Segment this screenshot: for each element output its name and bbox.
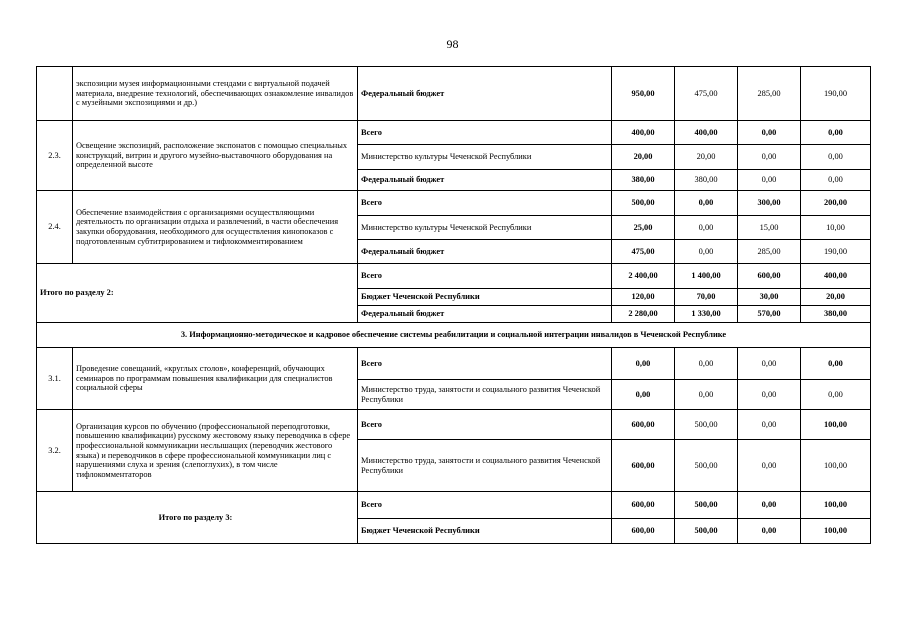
value-year-2: 0,00 xyxy=(738,380,801,410)
value-year-3: 20,00 xyxy=(801,289,871,306)
value-year-2: 0,00 xyxy=(738,348,801,380)
value-year-1: 1 400,00 xyxy=(675,264,738,289)
section-header-row xyxy=(37,323,871,348)
page-number: 98 xyxy=(446,37,459,51)
table-row xyxy=(37,348,871,380)
value-year-1: 0,00 xyxy=(675,348,738,380)
funding-source: Министерство культуры Чеченской Республики xyxy=(358,145,612,170)
value-year-3: 100,00 xyxy=(801,519,871,544)
value-year-2: 0,00 xyxy=(738,145,801,170)
value-year-1: 380,00 xyxy=(675,170,738,191)
row-number: 2.4. xyxy=(37,191,73,264)
table-row xyxy=(37,67,871,121)
value-year-2: 600,00 xyxy=(738,264,801,289)
value-year-1: 400,00 xyxy=(675,121,738,145)
value-total: 120,00 xyxy=(612,289,675,306)
value-year-1: 500,00 xyxy=(675,440,738,492)
value-year-3: 100,00 xyxy=(801,440,871,492)
section-total-label: Итого по разделу 2: xyxy=(37,264,358,323)
section-title: 3. Информационно-методическое и кадровое обеспечение системы реабилитации и социальной интеграции инвалидов в Чеченской Республике xyxy=(37,323,871,348)
value-total: 20,00 xyxy=(612,145,675,170)
funding-source: Федеральный бюджет xyxy=(358,306,612,323)
value-year-3: 100,00 xyxy=(801,492,871,519)
funding-source: Всего xyxy=(358,121,612,145)
value-year-2: 0,00 xyxy=(738,410,801,440)
value-year-1: 475,00 xyxy=(675,67,738,121)
table-row xyxy=(37,121,871,145)
value-year-2: 15,00 xyxy=(738,216,801,240)
value-total: 380,00 xyxy=(612,170,675,191)
value-total: 500,00 xyxy=(612,191,675,216)
value-year-2: 0,00 xyxy=(738,492,801,519)
value-year-3: 190,00 xyxy=(801,67,871,121)
activity-description: экспозиции музея информационными стендами с виртуальной подачей материала, внедрение технологий, обеспечивающих ознакомление инвалидов с музейными экспозициями и др.) xyxy=(73,67,358,121)
value-total: 2 400,00 xyxy=(612,264,675,289)
funding-source: Всего xyxy=(358,264,612,289)
value-year-2: 0,00 xyxy=(738,170,801,191)
table-row xyxy=(37,492,871,519)
funding-source: Всего xyxy=(358,191,612,216)
row-number: 3.1. xyxy=(37,348,73,410)
value-total: 600,00 xyxy=(612,519,675,544)
value-year-3: 0,00 xyxy=(801,348,871,380)
value-year-1: 0,00 xyxy=(675,191,738,216)
value-total: 475,00 xyxy=(612,240,675,264)
value-year-3: 200,00 xyxy=(801,191,871,216)
value-year-3: 400,00 xyxy=(801,264,871,289)
activity-description: Организация курсов по обучению (профессиональной переподготовки, повышению квалификации) русскому жестовому языку переводчика в сфере профессиональной коммуникации неслышащих (переводчик жестового языка) и переводчиков в сфере профессиональной коммуникации лиц с нарушениями слуха и зрения (слепоглухих), в том числе тифлокомментаторов xyxy=(73,410,358,492)
funding-source: Министерство труда, занятости и социального развития Чеченской Республики xyxy=(358,440,612,492)
value-year-2: 0,00 xyxy=(738,519,801,544)
budget-table xyxy=(36,66,871,544)
row-number xyxy=(37,67,73,121)
row-number: 2.3. xyxy=(37,121,73,191)
value-total: 2 280,00 xyxy=(612,306,675,323)
value-year-3: 190,00 xyxy=(801,240,871,264)
value-year-2: 0,00 xyxy=(738,440,801,492)
value-year-3: 0,00 xyxy=(801,170,871,191)
activity-description: Проведение совещаний, «круглых столов», конференций, обучающих семинаров по программам повышения квалификации для специалистов социальной сферы xyxy=(73,348,358,410)
funding-source: Федеральный бюджет xyxy=(358,240,612,264)
value-year-3: 380,00 xyxy=(801,306,871,323)
value-year-1: 20,00 xyxy=(675,145,738,170)
table-row xyxy=(37,264,871,289)
value-year-2: 570,00 xyxy=(738,306,801,323)
funding-source: Всего xyxy=(358,492,612,519)
value-total: 400,00 xyxy=(612,121,675,145)
value-year-1: 1 330,00 xyxy=(675,306,738,323)
value-year-2: 285,00 xyxy=(738,240,801,264)
value-total: 600,00 xyxy=(612,410,675,440)
value-year-1: 500,00 xyxy=(675,492,738,519)
funding-source: Бюджет Чеченской Республики xyxy=(358,519,612,544)
value-year-1: 0,00 xyxy=(675,216,738,240)
activity-description: Обеспечение взаимодействия с организациями осуществляющими деятельность по организации отдыха и развлечений, в части обеспечения закупки оборудования, необходимого для осуществления кинопоказов с подготовленным субтитрированием и тифлокомментированием xyxy=(73,191,358,264)
value-total: 600,00 xyxy=(612,492,675,519)
value-year-2: 0,00 xyxy=(738,121,801,145)
section-total-label: Итого по разделу 3: xyxy=(37,492,358,544)
value-year-3: 100,00 xyxy=(801,410,871,440)
value-year-1: 70,00 xyxy=(675,289,738,306)
funding-source: Министерство культуры Чеченской Республики xyxy=(358,216,612,240)
value-total: 600,00 xyxy=(612,440,675,492)
value-year-3: 0,00 xyxy=(801,145,871,170)
value-year-3: 0,00 xyxy=(801,121,871,145)
funding-source: Министерство труда, занятости и социального развития Чеченской Республики xyxy=(358,380,612,410)
table-row xyxy=(37,191,871,216)
value-total: 0,00 xyxy=(612,348,675,380)
value-year-1: 500,00 xyxy=(675,519,738,544)
funding-source: Всего xyxy=(358,348,612,380)
value-year-2: 285,00 xyxy=(738,67,801,121)
value-year-2: 300,00 xyxy=(738,191,801,216)
activity-description: Освещение экспозиций, расположение экспонатов с помощью специальных конструкций, витрин и другого музейно-выставочного оборудования на определенной высоте xyxy=(73,121,358,191)
value-year-1: 500,00 xyxy=(675,410,738,440)
value-year-3: 10,00 xyxy=(801,216,871,240)
funding-source: Всего xyxy=(358,410,612,440)
table-row xyxy=(37,410,871,440)
value-year-2: 30,00 xyxy=(738,289,801,306)
value-year-1: 0,00 xyxy=(675,380,738,410)
value-year-3: 0,00 xyxy=(801,380,871,410)
value-year-1: 0,00 xyxy=(675,240,738,264)
funding-source: Федеральный бюджет xyxy=(358,170,612,191)
value-total: 0,00 xyxy=(612,380,675,410)
funding-source: Федеральный бюджет xyxy=(358,67,612,121)
value-total: 25,00 xyxy=(612,216,675,240)
funding-source: Бюджет Чеченской Республики xyxy=(358,289,612,306)
value-total: 950,00 xyxy=(612,67,675,121)
row-number: 3.2. xyxy=(37,410,73,492)
